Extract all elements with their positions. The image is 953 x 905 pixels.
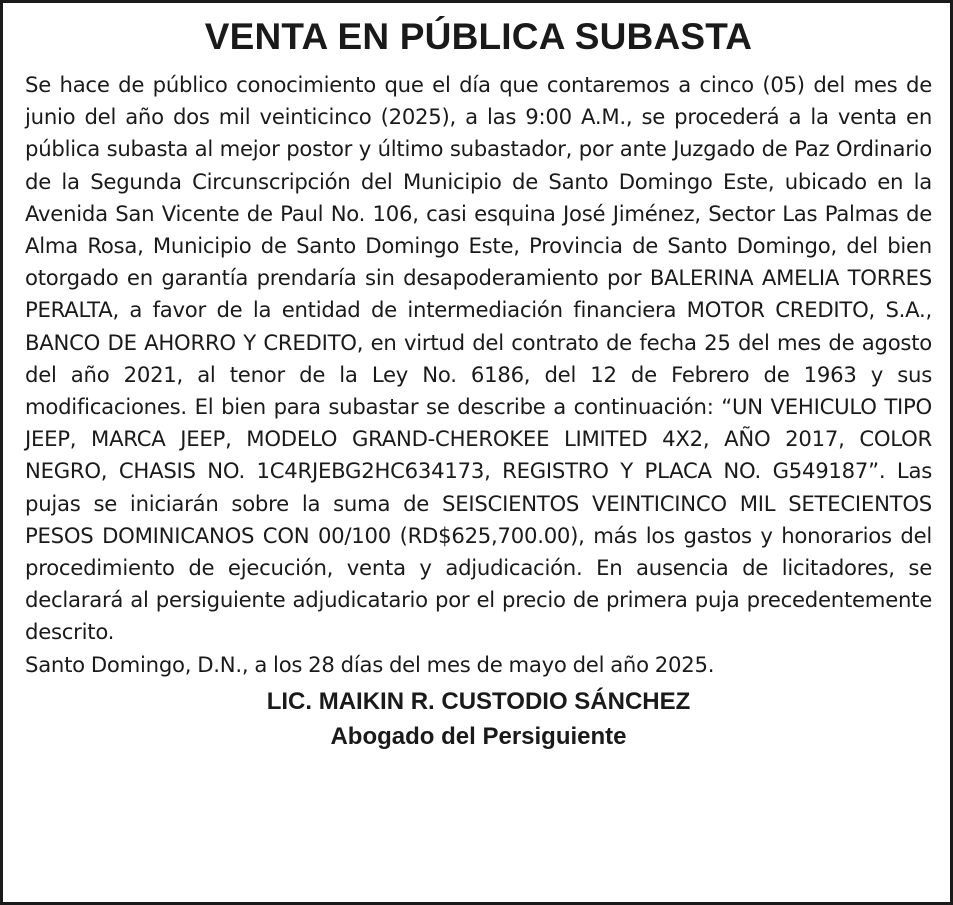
signatory-role: Abogado del Persiguiente xyxy=(330,722,627,750)
notice-body: Se hace de público conocimiento que el día que contaremos a cinco (05) del mes de junio del año dos mil veinticinco (2025), a las 9:00 A.M., se procederá a la venta en pública subasta al mejor postor y último subastador, por ante Juzgado de Paz Ordinario de la Segunda Circunscripción del Municipio de Santo Domingo Este, ubicado en la Avenida San Vicente de Paul No. 106, casi esquina José Jiménez, Sector Las Palmas de Alma Rosa, Municipio de Santo Domingo Este, Provincia de Santo Domingo, del bien otorgado en garantía prendaría sin desapoderamiento por BALERINA AMELIA TORRES PERALTA, a favor de la entidad de intermediación financiera MOTOR CREDITO, S.A., BANCO DE AHORRO Y CREDITO, en virtud del contrato de fecha 25 del mes de agosto del año 2021, al tenor de la Ley No. 6186, del 12 de Febrero de 1963 y sus modificaciones. El bien para subastar se describe a continuación: “UN VEHICULO TIPO JEEP, MARCA JEEP, MODELO GRAND-CHEROKEE LIMITED 4X2, AÑO 2017, COLOR NEGRO, CHASIS NO. 1C4RJEBG2HC634173, REGISTRO Y PLACA NO. G549187”. Las pujas se iniciarán sobre la suma de SEISCIENTOS VEINTICINCO MIL SETECIENTOS PESOS DOMINICANOS CON 00/100 (RD$625,700.00), más los gastos y honorarios del procedimiento de ejecución, venta y adjudicación. En ausencia de licitadores, se declarará al persiguiente adjudicatario por el precio de primera puja precedentemente descrito. xyxy=(25,72,932,645)
signatory-name: LIC. MAIKIN R. CUSTODIO SÁNCHEZ xyxy=(266,687,691,715)
notice-date-line: Santo Domingo, D.N., a los 28 días del mes de mayo del año 2025. xyxy=(25,651,715,677)
notice-title: VENTA EN PÚBLICA SUBASTA xyxy=(204,16,753,57)
